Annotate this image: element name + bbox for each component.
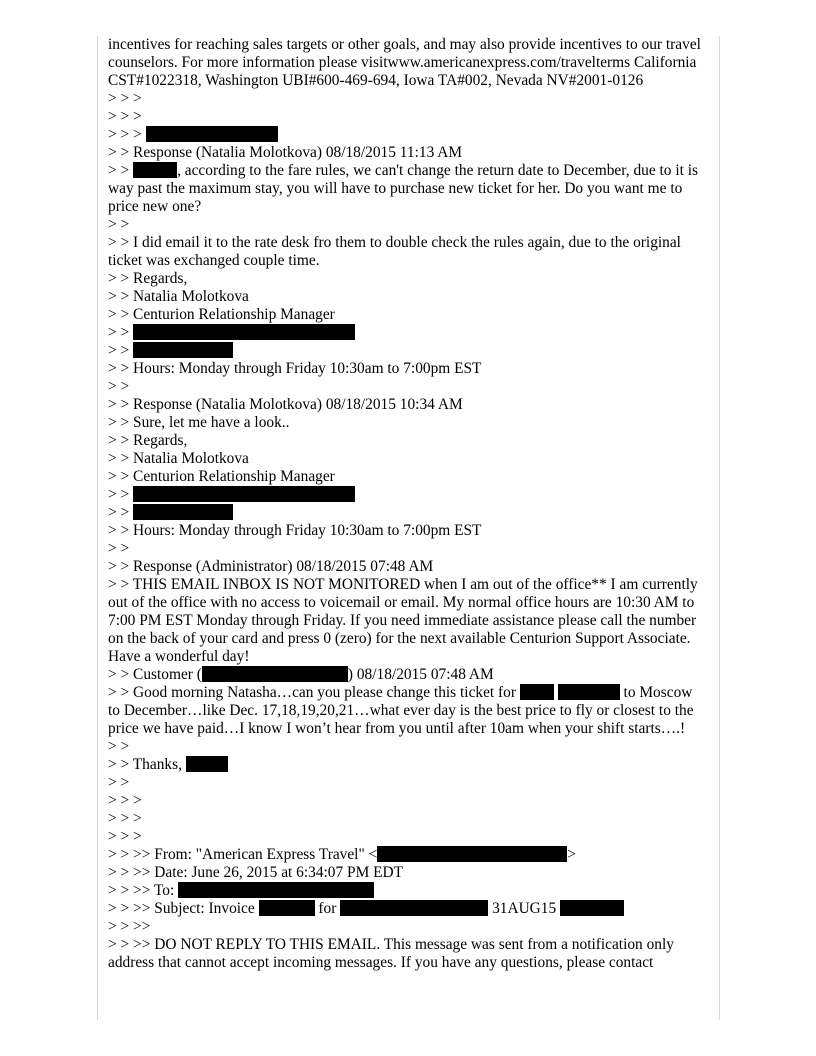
redaction-box: [133, 342, 233, 358]
signature-line: > > Natalia Molotkova: [108, 288, 249, 305]
signature-line: > >: [108, 342, 708, 360]
redaction-box: [186, 756, 228, 772]
auto-reply-message: > > THIS EMAIL INBOX IS NOT MONITORED when I am out of the office** I am currently out of the office with no access to voicemail or email. My normal office hours are 10:30 AM to 7:00 PM EST Monday through Friday. If you need immediate assistance please call the number on the back of your card and press 0 (zero) for the next available Centurion Support Associate. Have a wonderful day!: [108, 576, 698, 665]
quote-line: > >: [108, 216, 130, 233]
quote-line: > > >: [108, 90, 142, 107]
quote-line: > >: [108, 774, 130, 791]
redaction-box: [259, 900, 315, 916]
signature-line: > > Natalia Molotkova: [108, 450, 249, 467]
redaction-box: [520, 684, 554, 700]
customer-message: > > Good morning Natasha…can you please change this ticket for to Moscow to December…like Dec. 17,18,19,20,21…what ever day is the best price to fly or closest to the price we have paid…I know I won’t hear from you until after 10am when your shift starts….!: [108, 684, 694, 737]
redaction-box: [133, 504, 233, 520]
right-margin-rule: [719, 36, 720, 1020]
email-header-to: > > >> To:: [108, 882, 708, 900]
redaction-box: [133, 486, 355, 502]
quote-line: > >: [108, 378, 130, 395]
redaction-box: [146, 126, 278, 142]
footer-paragraph: incentives for reaching sales targets or other goals, and may also provide incentives to our travel counselors. For more information please visitwww.americanexpress.com/travelterms California CST#1022318, Washington UBI#600-469-694, Iowa TA#002, Nevada NV#2001-0126: [108, 36, 701, 89]
quote-line: > >: [108, 738, 130, 755]
redaction-box: [377, 846, 567, 862]
redaction-box: [133, 162, 177, 178]
quote-line: > > >: [108, 108, 142, 125]
quote-line: > > >: [108, 828, 142, 845]
redaction-box: [558, 684, 620, 700]
signature-line: > > Regards,: [108, 270, 188, 287]
redaction-box: [178, 882, 374, 898]
signature-line: > > Hours: Monday through Friday 10:30am to 7:00pm EST: [108, 360, 482, 377]
signature-line: > >: [108, 324, 708, 342]
response-message: > > I did email it to the rate desk fro them to double check the rules again, due to the original ticket was exchanged couple time.: [108, 234, 681, 269]
signature-line: > > Regards,: [108, 432, 188, 449]
redaction-box: [133, 324, 355, 340]
email-header-subject: > > >> Subject: Invoice for 31AUG15: [108, 900, 708, 918]
redaction-box: [202, 666, 348, 682]
signature-line: > > Centurion Relationship Manager: [108, 468, 335, 485]
response-header: > > Response (Natalia Molotkova) 08/18/2015 10:34 AM: [108, 396, 463, 413]
email-header-date: > > >> Date: June 26, 2015 at 6:34:07 PM EDT: [108, 864, 404, 881]
signature-line: > >: [108, 504, 708, 522]
response-message: > > Sure, let me have a look..: [108, 414, 290, 431]
quote-line: > >: [108, 540, 130, 557]
left-margin-rule: [97, 36, 98, 1020]
notice-paragraph: > > >> DO NOT REPLY TO THIS EMAIL. This message was sent from a notification only address that cannot accept incoming messages. If you have any questions, please contact: [108, 936, 674, 971]
quote-line: > > >: [108, 126, 708, 144]
redaction-box: [560, 900, 624, 916]
response-header: > > Response (Administrator) 08/18/2015 07:48 AM: [108, 558, 434, 575]
quote-line: > > Thanks,: [108, 756, 708, 774]
quote-line: > > >: [108, 810, 142, 827]
signature-line: > > Hours: Monday through Friday 10:30am to 7:00pm EST: [108, 522, 482, 539]
response-message: > > , according to the fare rules, we can't change the return date to December, due to it is way past the maximum stay, you will have to purchase new ticket for her. Do you want me to price new one?: [108, 162, 699, 215]
signature-line: > > Centurion Relationship Manager: [108, 306, 335, 323]
customer-header: > > Customer ( ) 08/18/2015 07:48 AM: [108, 666, 494, 683]
signature-line: > >: [108, 486, 708, 504]
quote-line: > > >>: [108, 918, 151, 935]
response-header: > > Response (Natalia Molotkova) 08/18/2015 11:13 AM: [108, 144, 463, 161]
redaction-box: [340, 900, 488, 916]
email-header-from: > > >> From: "American Express Travel" < >: [108, 846, 576, 863]
quote-line: > > >: [108, 792, 142, 809]
email-body: [108, 36, 708, 972]
